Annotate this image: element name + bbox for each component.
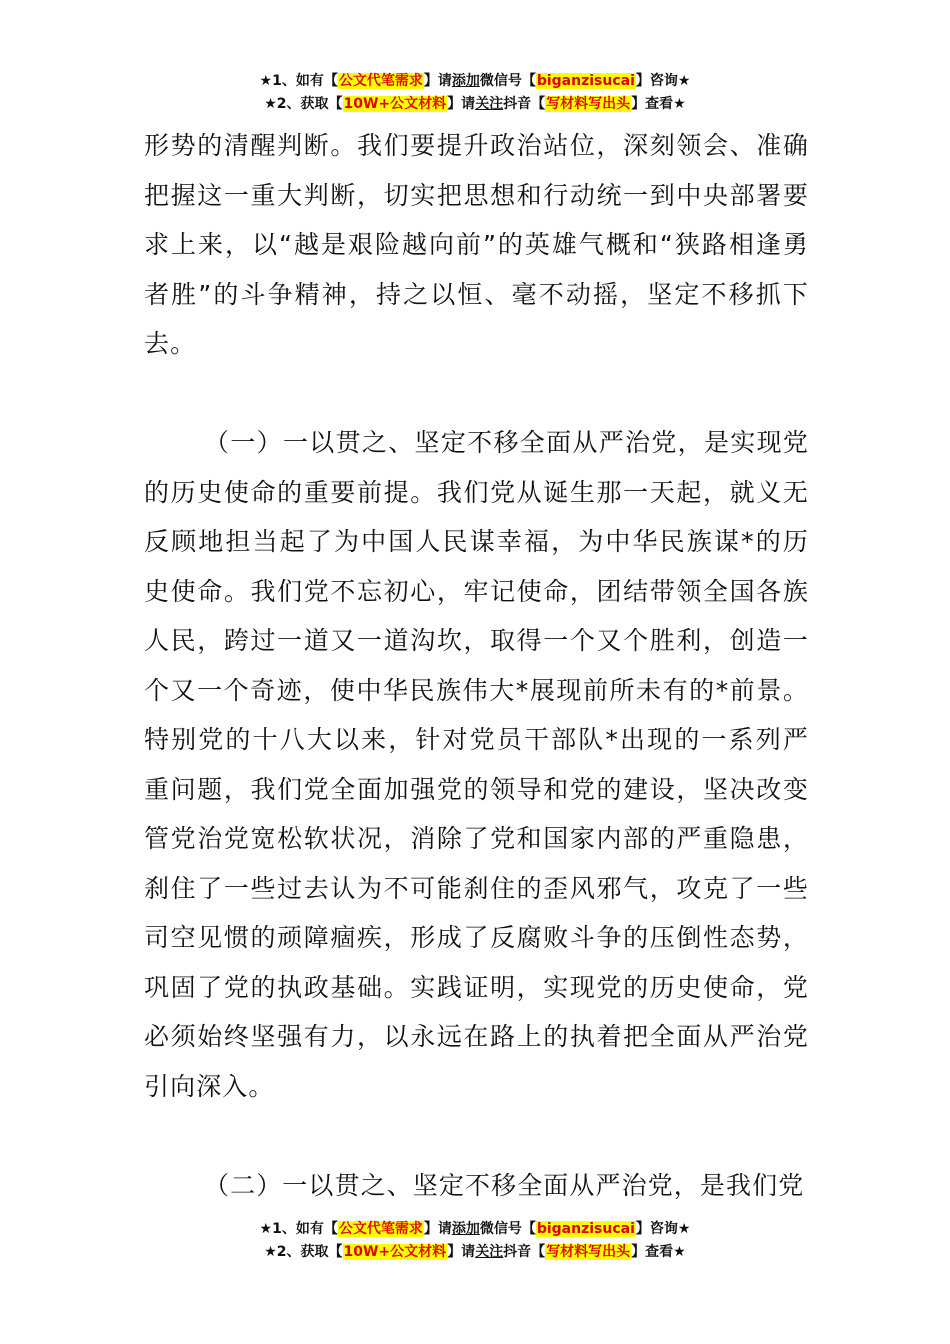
paragraph-section-1: （一）一以贯之、坚定不移全面从严治党，是实现党的历史使命的重要前提。我们党从诞生那一天起，就义无反顾地担当起了为中国人民谋幸福，为中华民族谋*的历史使命。我们党不忘初心，牢记使命，团结带领全国各族人民，跨过一道又一道沟坎，取得一个又个胜利，创造一个又一个奇迹，使中华民族伟大*展现前所未有的*前景。特别党的十八大以来，针对党员干部队*出现的一系列严重问题，我们党全面加强党的领导和党的建设，坚决改变管党治党宽松软状况，消除了党和国家内部的严重隐患，刹住了一些过去认为不可能刹住的歪风邪气，攻克了一些司空见惯的顽障痼疾，形成了反腐败斗争的压倒性态势，巩固了党的执政基础。实践证明，实现党的历史使命，党必须始终坚强有力，以永远在路上的执着把全面从严治党引向深入。 — [144, 428, 809, 1101]
footer-banner-line-2: ★2、获取【10W+公文材料】请关注抖音【写材料写出头】查看★ — [264, 1244, 686, 1260]
douyin-account-tag: 写材料写出头 — [546, 1244, 631, 1260]
footer-banner — [0, 1218, 950, 1264]
document-body — [144, 121, 809, 1210]
highlight-tag: 公文代笔需求 — [338, 73, 423, 89]
douyin-account-tag: 写材料写出头 — [546, 96, 631, 112]
highlight-tag: 公文代笔需求 — [338, 1221, 423, 1237]
header-banner-line-1: ★1、如有【公文代笔需求】请添加微信号【biganzisucai】咨询★ — [259, 73, 691, 89]
wechat-id-tag: biganzisucai — [536, 73, 635, 89]
paragraph-section-2: （二）一以贯之、坚定不移全面从严治党，是我们党 — [204, 1170, 805, 1200]
underlined-text: 添加 — [451, 1221, 480, 1237]
underlined-text: 添加 — [451, 73, 480, 89]
header-banner — [0, 70, 950, 116]
highlight-tag: 10W+公文材料 — [343, 1244, 447, 1260]
paragraph-gap — [144, 1111, 809, 1161]
paragraph-continuation: 形势的清醒判断。我们要提升政治站位，深刻领会、准确把握这一重大判断，切实把思想和行动统一到中央部署要求上来，以“越是艰险越向前”的英雄气概和“狭路相逢勇者胜”的斗争精神，持之以恒、毫不动摇，坚定不移抓下去。 — [144, 131, 809, 358]
footer-banner-line-1: ★1、如有【公文代笔需求】请添加微信号【biganzisucai】咨询★ — [259, 1221, 691, 1237]
paragraph-gap — [144, 369, 809, 419]
header-banner-line-2: ★2、获取【10W+公文材料】请关注抖音【写材料写出头】查看★ — [264, 96, 686, 112]
wechat-id-tag: biganzisucai — [536, 1221, 635, 1237]
highlight-tag: 10W+公文材料 — [343, 96, 447, 112]
underlined-text: 关注 — [475, 1244, 504, 1260]
underlined-text: 关注 — [475, 96, 504, 112]
